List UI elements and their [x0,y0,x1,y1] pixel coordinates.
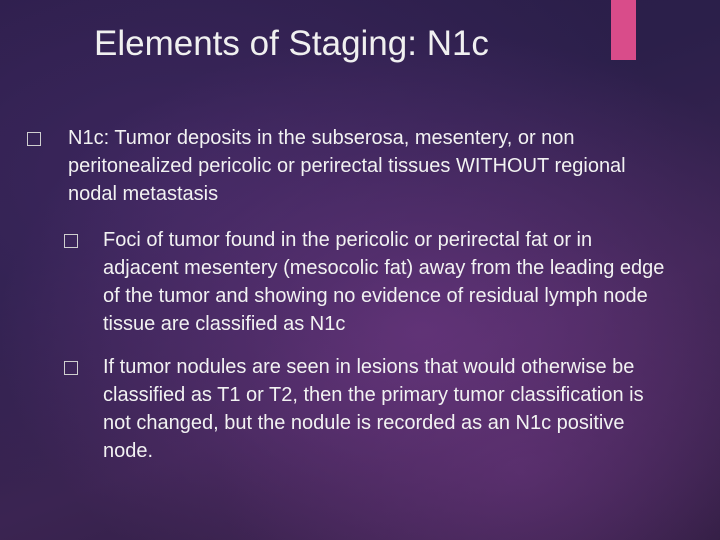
bullet-list [0,124,720,465]
sub-bullet-item [0,226,668,338]
square-bullet-icon [27,132,41,146]
sub-bullet-item [0,353,668,465]
slide-title: Elements of Staging: N1c [94,24,489,63]
bullet-text: N1c: Tumor deposits in the subserosa, mesentery, or non peritonealized pericolic or perirectal tissues WITHOUT regional nodal metastasis [68,127,626,205]
sub-bullet-text: If tumor nodules are seen in lesions that would otherwise be classified as T1 or T2, then the primary tumor classification is not changed, but the nodule is recorded as an N1c positive node. [103,356,644,462]
sub-bullet-text: Foci of tumor found in the pericolic or perirectal fat or in adjacent mesentery (mesocolic fat) away from the leading edge of the tumor and showing no evidence of residual lymph node tissue are classified as N1c [103,229,665,335]
square-bullet-icon [64,234,78,248]
square-bullet-icon [64,361,78,375]
accent-bar [611,0,636,60]
bullet-item [0,124,668,208]
